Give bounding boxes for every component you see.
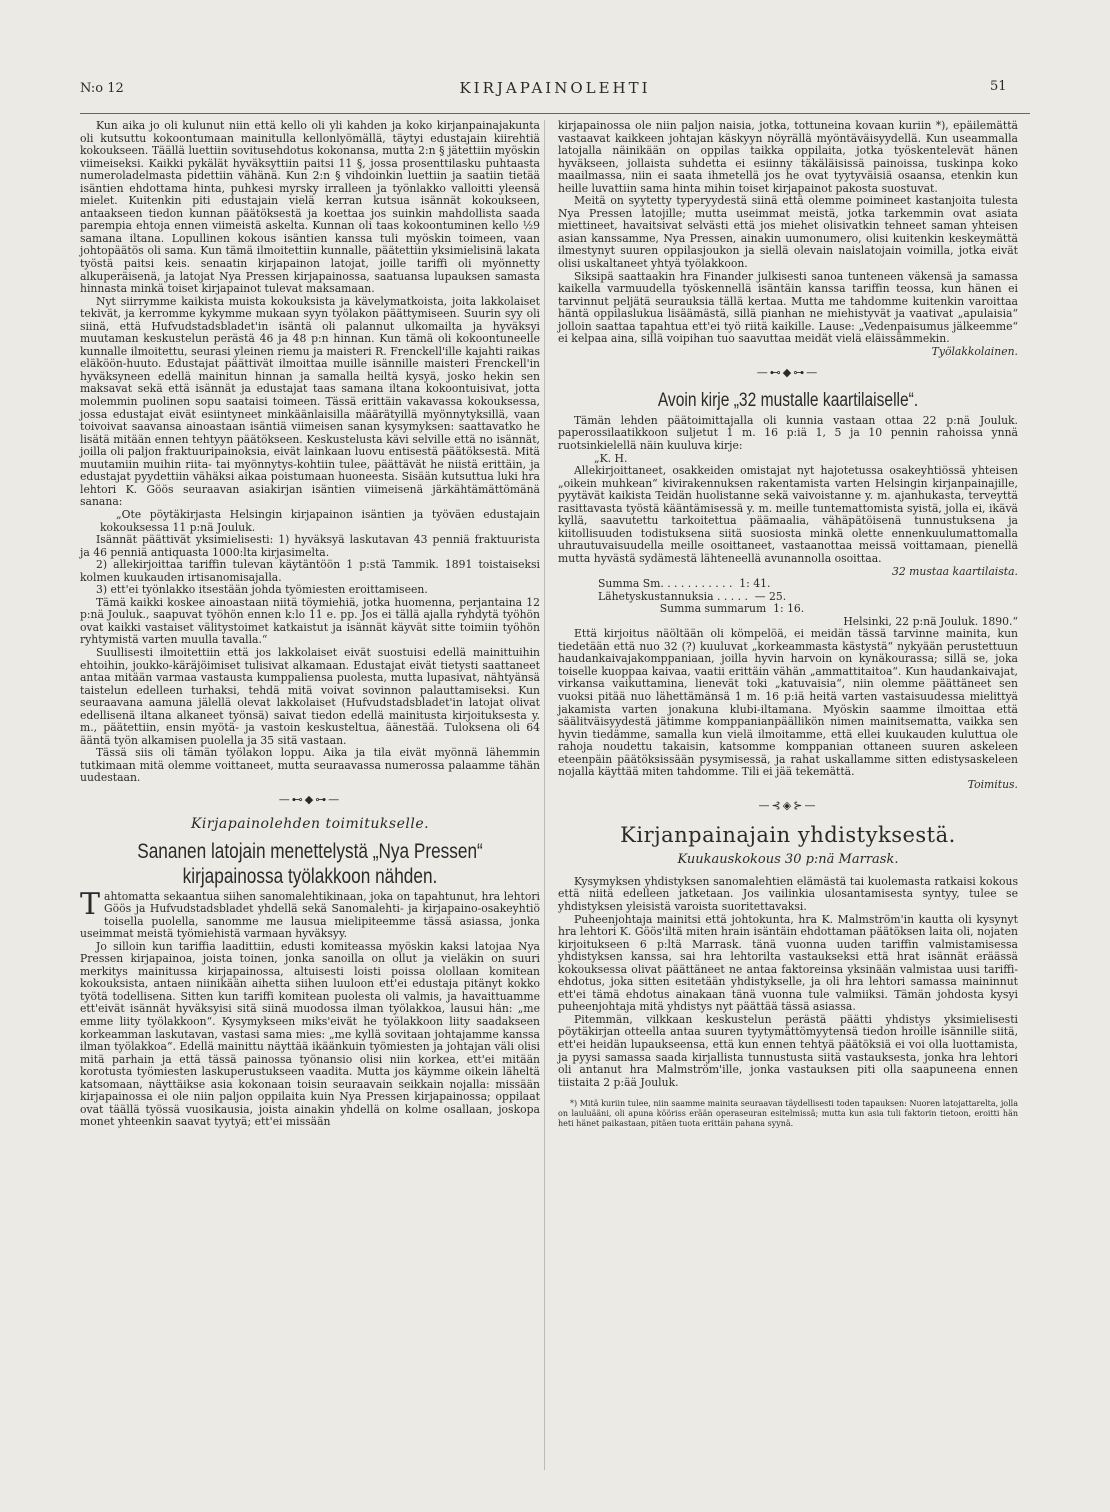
paragraph: Meitä on syytetty typeryydestä siinä että olemme poimineet kastanjoita tulesta Nya Pressen latojille; mutta useimmat meistä, jotka tarkemmin ovat asiata miettineet, havaitsivat selvästi että jos miehet olisivatkin tehneet saman yhteisen asian kanssamme, Nya Pressen, ainakin uumonumero, olisi kuitenkin keskeymättä ilmestynyt suuren oppilasjoukon ja siellä olevain naislatojain voimilla, jotka eivät olisi uskaltaneet yhtyä työlakkoon. xyxy=(558,194,1018,271)
sum-table xyxy=(558,578,1018,616)
signature: 32 mustaa kaartilaista. xyxy=(891,564,1018,578)
footnote: *) Mitä kuriin tulee, niin saamme mainita seuraavan täydellisesti toden tapauksen: Nuoren latojattarelta, jolla on lauluääni, oli apuna kööriss erään operaseuran esitelmissä; mutta kun asia tuli faktorin tietoon, eroitti hän heti hänet paikastaan, pitäen tuota erittäin pahana syynä. xyxy=(558,1099,1018,1129)
issue-number: N:o 12 xyxy=(80,81,124,96)
sum-label: Lähetyskustannuksia . . . . . xyxy=(598,589,748,603)
ornament-icon: —⊰◈⊱— xyxy=(758,799,818,813)
paragraph: Allekirjoittaneet, osakkeiden omistajat nyt hajotetussa osakeyhtiössä yhteisen „oikein muhkean“ kivirakennuksen rakentamista varten Helsingin kirjanpainajille, pyytävät kaikista Teidän huolistanne sekä vaivoistanne y. m. ajanhukasta, terveyttä rasittavasta työstä kääntämisessä y. m. meille tuntemattomista syistä, jolla ei, ikävä kyllä, saavutettu tarkoitettua päämaalia, vähäpätöisenä tunnustuksena ja kiitollisuuden todistuksena siitä suosiosta minkä olette ennenkuulumattomalla uhrautuvaisuudella meille osoittaneet, vastaanottaa meissä voittamaan, pienellä mutta hyvästä sydämestä lähteneellä avunannolla osoittaa. xyxy=(558,464,1018,565)
section-divider xyxy=(80,794,540,807)
column-rule xyxy=(544,120,545,1470)
article-title xyxy=(121,839,498,889)
salutation: „K. H. xyxy=(594,451,628,465)
paragraph: Tämä kaikki koskee ainoastaan niitä töymiehiä, jotka huomenna, perjantaina 12 p:nä Jouluk., saapuvat työhön ennen k:lo 11 e. pp. Jos ei tällä ajalla ryhdytä työhön ovat kaikki vastaiset välitystoimet katkaistut ja isännät käyvät sitte toimiin työhön ryhtymistä varten muulla tavalla.“ xyxy=(80,595,540,647)
paragraph: Tässä siis oli tämän työlakon loppu. Aika ja tila eivät myönnä lähemmin tutkimaan mitä olemme voittaneet, mutta seuraavassa numerossa palaamme tähän uudestaan. xyxy=(80,746,540,785)
quote: „Ote pöytäkirjasta Helsingin kirjapainon isäntien ja työväen edustajain kokouksessa 11 p:nä Jouluk. xyxy=(100,507,540,534)
running-head xyxy=(0,79,1110,101)
page-number: 51 xyxy=(990,79,1007,94)
paragraph xyxy=(80,886,540,941)
paragraph: 3) ett'ei työnlakko itsestään johda työmiesten eroittamiseen. xyxy=(96,583,428,597)
article-title: Kirjanpainajain yhdistyksestä. xyxy=(620,822,956,847)
left-column xyxy=(80,120,540,1129)
paragraph: 2) allekirjoittaa tariffin tulevan käytäntöön 1 p:stä Tammik. 1891 toistaiseksi kolmen kuukauden irtisanomisajalla. xyxy=(80,558,540,584)
paragraph: Tämän lehden päätoimittajalla oli kunnia vastaan ottaa 22 p:nä Jouluk. paperossilaatikkoon suljetut 1 m. 16 p:iä 1, 5 ja 10 pennin rahoissa ynnä ruotsinkielellä näin kuuluva kirje: xyxy=(558,413,1018,453)
drop-cap: T xyxy=(80,886,101,922)
sum-value: 1: 16. xyxy=(773,602,805,616)
sum-row xyxy=(598,603,1018,616)
paragraph: Puheenjohtaja mainitsi että johtokunta, hra K. Malmström'in kautta oli kysynyt hra lehtori K. Göös'iltä miten hrain isäntäin ehdottaman päätöksen laita oli, nojaten kirjoitukseen 6 p:ltä Marrask. tänä vuonna uuden tariffin valmistamisessa yhdistyksen kanssa, sai hra lehtorilta vastaukseksi että hrat isännät eräässä kokouksessa olivat päättäneet ne antaa faktoreinsa yksinään valmistaa uusi tariffi-ehdotus, joka sitten esitetään yhdistykselle, ja oli hra lehtori samassa maininnut ett'ei tämä ehdotus ainakaan tänä vuonna tule valmiiksi. Tämän johdosta kysyi puheenjohtaja mitä yhdistys nyt päättää tässä asiassa. xyxy=(558,912,1018,1014)
dateline: Helsinki, 22 p:nä Jouluk. 1890.“ xyxy=(843,614,1018,628)
section-divider xyxy=(558,800,1018,813)
article-subtitle: Kuukauskokous 30 p:nä Marrask. xyxy=(677,851,899,867)
ornament-icon: —⊷◆⊶— xyxy=(756,366,820,380)
sum-label: Summa Sm. . . . . . . . . . . xyxy=(598,577,733,591)
header-rule xyxy=(80,113,1030,114)
paragraph-text: ahtomatta sekaantua siihen sanomalehtikinaan, joka on tapahtunut, hra lehtori Göös ja Hufvudstadsbladet yhdellä sekä Sanomalehti- ja kirjapaino-osakeyhtiö toisella puolella, sanomme me lausua mielipiteemme tässä asiassa, jonka useimmat meistä työmiehistä varmaan hyväksyy. xyxy=(80,889,540,941)
ornament-icon: —⊷◆⊶— xyxy=(278,792,342,806)
paragraph: Siksipä saattaakin hra Finander julkisesti sanoa tunteneen väkensä ja samassa kaikella varmuudella työskennellä isäntäin kanssa tariffin teossa, kun hänen ei tarvinnut peljätä seurauksia tällä kertaa. Mutta me tahdomme kuitenkin varoittaa häntä oppilaslukua lisäämästä, sillä pianhan ne miehistyvät ja vaativat „apulaisia“ jolloin saattaa tapahtua ett'ei työ riitä kaikille. Lause: „Vedenpaisumus jälkeemme“ ei kelpaa aina, sillä voipihan tuo saavuttaa meidät vielä eläissämmekin. xyxy=(558,269,1018,346)
paragraph: Pitemmän, vilkkaan keskustelun perästä päätti yhdistys yksimielisesti pöytäkirjan otteella antaa suuren tyytymättömyytensä tiedon hroille isännille siitä, ett'ei heidän lupaukseensa, että kun ennen tehtyä päätöksiä ei voi olla luottamista, ja pyysi samassa saada kirjallista tunnustusta siitä vastauksesta, jonka hra lehtori oli antanut hra Malmström'ille, jonka vastauksen piti olla saapuneena ennen tiistaita 2 p:ää Jouluk. xyxy=(558,1012,1018,1089)
title-line: Sananen latojain menettelystä „Nya Pressen“ xyxy=(137,839,483,863)
right-column xyxy=(558,120,1018,1129)
article-title: Avoin kirje „32 mustalle kaartilaiselle“. xyxy=(657,389,919,411)
paragraph: Isännät päättivät yksimielisesti: 1) hyväksyä laskutavan 43 penniä fraktuurista ja 46 penniä antiquasta 1000:lta kirjasimelta. xyxy=(80,533,540,559)
signature: Työlakkolainen. xyxy=(931,344,1018,358)
section-divider xyxy=(558,367,1018,380)
signature: Toimitus. xyxy=(967,777,1018,791)
sum-value: — 25. xyxy=(754,589,787,603)
paragraph: kirjapainossa ole niin paljon naisia, jotka, tottuneina kovaan kuriin *), epäilemättä vastaavat kaikkeen johtajan käskyyn nöyrällä myöntäväisyydellä. Kun useammalla latojalla näinikään on oppilas taikka oppilaita, jotka työskentelevät hänen hyväkseen, jollaista suhdetta ei esiinny täkäläisissä painoissa, tuskinpa koko maailmassa, niin ei saata ihmetellä jos he ovat tyytyväisiä osaansa, etenkin kun heille luvattiin sama hinta mihin toiset kirjapainot pakosta suostuvat. xyxy=(558,119,1018,195)
sum-label: Summa summarum xyxy=(659,602,767,616)
journal-title: KIRJAPAINOLEHTI xyxy=(459,79,651,97)
paragraph: Kysymyksen yhdistyksen sanomalehtien elämästä tai kuolemasta ratkaisi kokous että niitä edelleen jatketaan. Jos vailinkia ulosantamisesta syntyy, tulee se yhdistyksen yleisistä varoista suoritettavaksi. xyxy=(558,874,1018,913)
paragraph: Nyt siirrymme kaikista muista kokouksista ja kävelymatkoista, joita lakkolaiset tekivät, ja kerromme kykymme mukaan syyn työlakon päättymiseen. Suurin syy oli siinä, että Hufvudstadsbladet'in isäntä oli palannut ulkomailta ja hyväksyi muutaman keskustelun perästä 46 ja 48 p:n hinnan. Kun tämä oli kokoontuneelle kunnalle ilmoitettu, seurasi yleinen riemu ja maisteri R. Frenckell'ille kajahti raikas eläköön-huuto. Edustajat päättivät ilmoittaa muille isännille maisteri Frenckell'in hyväksyneen edellä mainitun hinnan ja samalla heiltä kysyä, josko hekin sen maksavat sekä että isännät ja edustajat taas samana iltana kokoontuisivat, jotta molemmin puolinen sopu saataisi toimeen. Tässä erittäin vakavassa kokouksessa, jossa edustajat eivät esiintyneet minkäänlaisilla määrätyillä myönnytyksillä, vaan toivoivat saavansa ainoastaan isäntiä viimeisen sanan kysymyksen: saattavatko he lisätä mitään ennen tehtyyn päätökseen. Keskustelusta kävi selville että no isännät, joilla oli paljon fraktuuripainoksia, eivät lainkaan luovu entisestä päätöksestä. Mitä muutamiin muihin riita- tai myönnytys-kohtiin tulee, päättävät he niistä erittäin, ja edustajat pyydettiin vähäksi aikaa poistumaan huoneesta. Sisään kutsuttua luki hra lehtori K. Göös seuraavan asiakirjan isäntien viimeisenä järkähtämättömänä sanana: xyxy=(80,294,540,509)
paragraph: Jo silloin kun tariffia laadittiin, edusti komiteassa myöskin kaksi latojaa Nya Pressen kirjapainoa, joista toinen, jonka sanoilla on ollut ja vieläkin on suuri merkitys mainitussa kirjapainossa, altuisesti loisti poissa olollaan komitean kokouksista, antaen niinikään aihetta siihen luuloon ett'ei edustaja pitänyt kokko työtä todellisena. Sitten kun tariffi komitean puolesta oli valmis, ja havaittuamme ett'eivät isännät hyväksyisi sitä siinä muodossa ilman työlakkoa, lausui hän: „me emme liity työlakkoon“. Kysymykseen miks'eivät he työlakkoon liity saadakseen korkeamman laskutavan, vastasi sama mies: „me kyllä sovitaan johtajamme kanssa ilman työlakkoa“. Edellä mainittu näyttää ikäänkuin työmiesten ja johtajan väli olisi mitä parhain ja että tässä painossa työnansio olisi niin korkea, ett'ei mitään korotusta työmiesten laskuperustukseen vaadita. Mutta jos käymme oikein läheltä katsomaan, näyttäikse asia kokonaan toisin seuraavain seikkain nojalla: missään kirjapainossa ei ole niin paljon oppilaita kuin Nya Pressen kirjapainossa; oppilaat ovat täällä työssä vuosikausia, joista ainakin yhdellä on kolme osallaan, joskopa monet yhteenkin saavat tyytyä; ett'ei missään xyxy=(80,939,540,1129)
paragraph: Suullisesti ilmoitettiin että jos lakkolaiset eivät suostuisi edellä mainittuihin ehtoihin, joukko-käräjöimiset tulisivat alkamaan. Edustajat eivät tietysti saattaneet antaa mitään varmaa vastausta kumppaliensa puolesta, mutta lupasivat, nähtyänsä taistelun edelleen turhaksi, tehdä mitä voivat sovinnon palauttamiseksi. Kun seuraavana aamuna jälellä olevat lakkolaiset (Hufvudstadsbladet'in latojat olivat edellisenä iltana alkaneet työnsä) saivat tiedon edellä mainitusta kirjoituksesta y. m., päätettiin, ensin myötä- ja vastoin keskusteltua, äänestää. Tuloksena oli 64 ääntä työn alkamisen puolella ja 35 sitä vastaan. xyxy=(80,645,540,747)
paragraph: Kun aika jo oli kulunut niin että kello oli yli kahden ja koko kirjanpainajakunta oli kutsuttu kokoontumaan mainitulla kellonlyömällä, täytyi edustajain kiirehtiä kokoukseen. Täällä luettiin sovitusehdotus kokonansa, mutta 2:n § jätettiin myöskin viimeiseksi. Kaikki pykälät hyväksyttiin paitsi 11 §, jossa prosenttilasku puhtaasta numeroladelmasta pidettiin vähänä. Kun 2:n § vihdoinkin luettiin ja saatiin tietää isäntien ehdottama hinta, puhkesi myrsky irralleen ja työnlakko valloitti yleensä mielet. Kuitenkin piti edustajain vielä kerran kutsua isännät kokoukseen, antaakseen tiedon kunnan päätöksestä ja koettaa jos suinkin mahdollista saada parempia ehtoja ennen viimeistä askelta. Kunnan oli taas kokoontuminen kello ½9 samana iltana. Lopullinen kokous isäntien kanssa tuli myöskin toimeen, vaan johtopäätös oli sama. Kun tämä ilmoitettiin kunnalle, päätettiin yksimielisinä lakata työstä paitsi keis. senaatin kirjapainon latojat, joille tariffi oli myönnetty alkuperäisenä, ja latojat Nya Pressen kirjapainossa, saatuansa lupauksen samasta hinnasta minkä toiset kirjapainot tulevat maksamaan. xyxy=(80,119,540,296)
title-line: kirjapainossa työlakkoon nähden. xyxy=(182,864,438,888)
sum-value: 1: 41. xyxy=(739,577,771,591)
paragraph: Että kirjoitus näöltään oli kömpelöä, ei meidän tässä tarvinne mainita, kun tiedetään että nuo 32 (?) kuuluvat „korkeammasta kästystä“ nykyään perustettuun haudankaivajakomppaniaan, joilla hyvin harvoin on kynäkourassa; sillä se, joka toiselle kuoppaa kaivaa, vaatii erittäin vähän „ammattitaitoa“. Kun haudankaivajat, virkansa vaikuttamina, lienevät toki „katuvaisia“, niin olemme päättäneet sen vuoksi pitää nuo lähettämänsä 1 m. 16 p:iä heitä varten vastaisuudessa mielittyä jakamista varten jonakuna klubi-iltamana. Myöskin saamme ilmoittaa että säälitväisyydestä jätimme komppanianpäällikön nimen mainitsematta, vaikka sen hyvin tiedämme, samalla kun vielä ilmoitamme, että ellei kuukauden kuluttua ole rahoja noudettu takaisin, katsomme komppanian ottaneen suuren askeleen eteenpäin päätöksissään pysymisessä, ja rahat uskallamme sitten edistysaskeleen nojalla käyttää miten tahdomme. Tili ei jää tekemättä. xyxy=(558,627,1018,779)
article-kicker: Kirjapainolehden toimitukselle. xyxy=(190,815,430,832)
